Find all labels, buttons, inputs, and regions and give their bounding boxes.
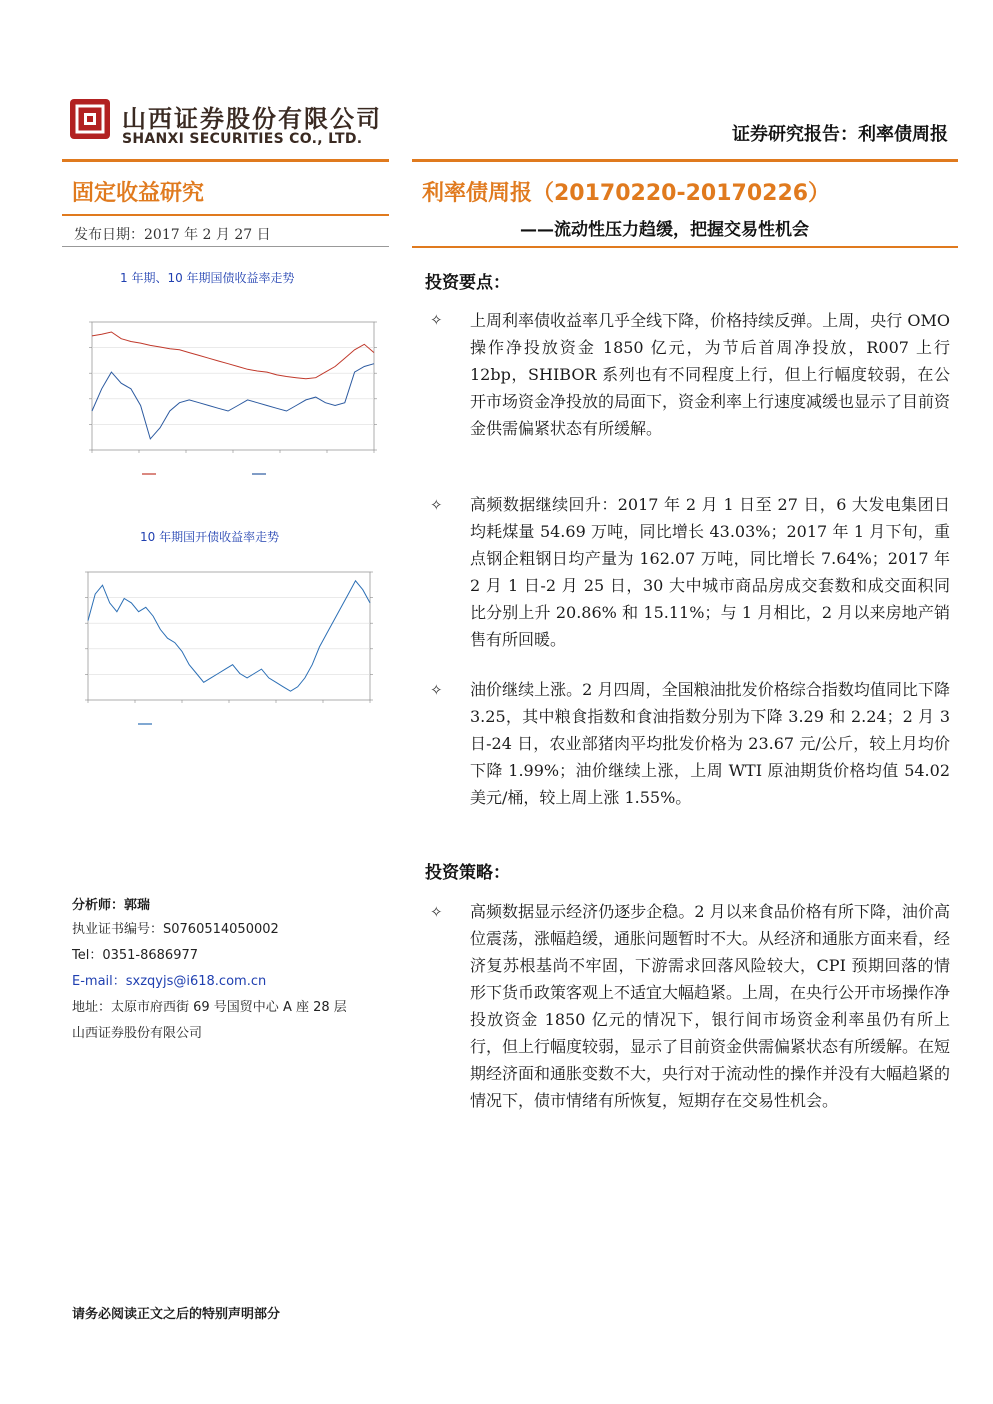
plot-frame xyxy=(92,322,374,450)
analyst-email-link[interactable]: E-mail：sxzqyjs@i618.com.cn xyxy=(72,974,267,989)
strategy-heading: 投资策略： xyxy=(425,863,510,883)
plot-frame xyxy=(88,572,370,700)
bullet-icon: ✧ xyxy=(430,681,443,699)
key-point-paragraph: 油价继续上涨。2 月四周，全国粮油批发价格综合指数均值同比下降 3.25，其中粮食指数和食油指数分别为下降 3.29 和 2.24；2 月 3 日-24 日，农业部猪肉平均批发价格为 23.67 元/公斤，较上月均价下降 1.99%；油价继续上涨，上周 WTI 原油期货价格均值 54.02 美元/桶，较上周上涨 1.55%。 xyxy=(470,680,950,807)
key-points-heading: 投资要点： xyxy=(425,273,510,293)
chart1-title: 1 年期、10 年期国债收益率走势 xyxy=(120,271,295,285)
section-divider xyxy=(62,214,389,216)
key-point-paragraph: 上周利率债收益率几乎全线下降，价格持续反弹。上周，央行 OMO 操作净投放资金 1850 亿元，为节后首周净投放，R007 上行 12bp，SHIBOR 系列也有不同程度上行，但上行幅度较弱，在公开市场资金净投放的局面下，资金利率上行速度减缓也显示了目前资金供需偏紧状态有所缓解。 xyxy=(470,311,951,438)
bullet-icon: ✧ xyxy=(430,903,443,921)
publish-date: 发布日期：2017 年 2 月 27 日 xyxy=(74,227,271,243)
analyst-address: 地址：太原市府西街 69 号国贸中心 A 座 28 层 xyxy=(72,1000,347,1015)
analyst-tel: Tel：0351-8686977 xyxy=(72,948,199,963)
header-divider-left xyxy=(62,159,389,162)
analyst-name: 分析师：郭瑞 xyxy=(72,898,151,913)
strategy-paragraph: 高频数据显示经济仍逐步企稳。2 月以来食品价格有所下降，油价高位震荡，涨幅趋缓，通胀问题暂时不大。从经济和通胀方面来看，经济复苏根基尚不牢固，下游需求回落风险较大，CPI 预期回落的情形下货币政策客观上不适宜大幅趋紧。上周，在央行公开市场操作净投放资金 1850 亿元的情况下，银行间市场资金利率虽仍有所上行，但上行幅度较弱，显示了目前资金供需偏紧状态有所缓解。在短期经济面和通胀变数不大，央行对于流动性的操作并没有大幅趋紧的情况下，债市情绪有所恢复，短期存在交易性机会。 xyxy=(470,902,951,1110)
analyst-company: 山西证券股份有限公司 xyxy=(72,1026,203,1041)
date-divider xyxy=(62,246,389,247)
bullet-icon: ✧ xyxy=(430,496,443,514)
company-logo-icon xyxy=(68,97,112,141)
disclaimer-note: 请务必阅读正文之后的特别声明部分 xyxy=(72,1307,281,1322)
key-point-paragraph: 高频数据继续回升：2017 年 2 月 1 日至 27 日，6 大发电集团日均耗煤量 54.69 万吨，同比增长 43.03%；2017 年 1 月下旬，重点钢企粗钢日均产量为 162.07 万吨，同比增长 7.64%；2017 年 2 月 1 日-2 月 25 日，30 大中城市商品房成交套数和成交面积同比分别上升 20.86% 和 15.11%；与 1 月相比，2 月以来房地产销售有所回暖。 xyxy=(470,495,950,649)
report-subtitle: ——流动性压力趋缓，把握交易性机会 xyxy=(520,220,809,240)
treasury-yield-chart xyxy=(80,300,400,480)
header-divider-right xyxy=(412,159,958,162)
analyst-cert: 执业证书编号：S0760514050002 xyxy=(72,922,279,937)
chart2-title: 10 年期国开债收益率走势 xyxy=(140,530,280,544)
bullet-icon: ✧ xyxy=(430,311,443,329)
cdb-yield-chart xyxy=(72,558,392,738)
series-line-1 xyxy=(92,332,374,379)
company-name-cn: 山西证券股份有限公司 xyxy=(122,105,382,133)
series-line-2 xyxy=(92,364,374,439)
section-title: 固定收益研究 xyxy=(72,181,205,206)
report-title: 利率债周报（20170220-20170226） xyxy=(422,181,831,206)
report-type-label: 证券研究报告：利率债周报 xyxy=(732,124,948,145)
subtitle-divider xyxy=(412,246,958,248)
company-name-en: SHANXI SECURITIES CO., LTD. xyxy=(122,131,363,147)
